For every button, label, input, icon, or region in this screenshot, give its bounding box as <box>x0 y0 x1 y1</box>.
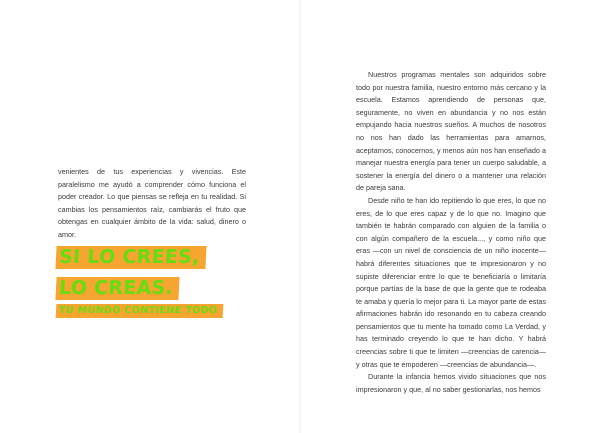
right-page <box>300 0 600 433</box>
left-body-text <box>58 166 246 242</box>
right-body-text <box>356 69 546 396</box>
callout-line-1: SI LO CREES, <box>55 246 206 269</box>
callout-line-2: LO CREAS. <box>55 277 179 300</box>
right-paragraph-3: Durante la infancia hemos vivido situaciones que nos impresionaron y que, al no saber gestionarlas, nos hemos <box>356 372 546 394</box>
right-paragraph-2: Desde niño te han ido repitiendo lo que eres, lo que no eres, de lo que eres capaz y de lo que no. Imagino que también te habrán comparado con alguien de la familia o con algún compañero de la escuela..., y como niño que eras —con un nivel de consciencia de un niño inocente— habrá diferentes situaciones que te impresionaron y no supiste diferenciar entre lo que te beneficiaría o limitaría porque partías de la base de que la gente que te rodeaba te amaba y quería lo mejor para ti. La mayor parte de estas afirmaciones habrán ido resonando en tu cabeza creando pensamientos que tu mente ha tomado como La Verdad, y has terminado creyendo lo que te han dicho. Y habrá creencias sobre ti que te limiten —creencias de carencia— y otras que te empoderen —creencias de abundancia—. <box>356 195 546 369</box>
callout-line-3: TU MUNDO CONTIENE TODO <box>56 304 224 318</box>
highlight-callout <box>56 246 223 318</box>
left-paragraph: venientes de tus experiencias y vivencias. Este paralelismo me ayudó a comprender cómo funciona el poder creador. Lo que piensas se refleja en tu realidad. Si cambias los pensamientos raíz, cambiarás el fruto que obtengas en cualquier ámbito de la vida: salud, dinero o amor. <box>58 167 246 239</box>
right-paragraph-1: Nuestros programas mentales son adquiridos sobre todo por nuestra familia, nuestro entorno más cercano y la escuela. Estamos aprendiendo de personas que, seguramente, no viven en abundancia y no nos están empujando hacia nuestros sueños. A muchos de nosotros no nos han dado las herramientas para amarnos, aceptarnos, conocernos, y menos aún nos han enseñado a manejar nuestra energía para tener un cuerpo saludable, a sostener la energía del dinero o a mantener una relación de pareja sana. <box>356 70 546 193</box>
